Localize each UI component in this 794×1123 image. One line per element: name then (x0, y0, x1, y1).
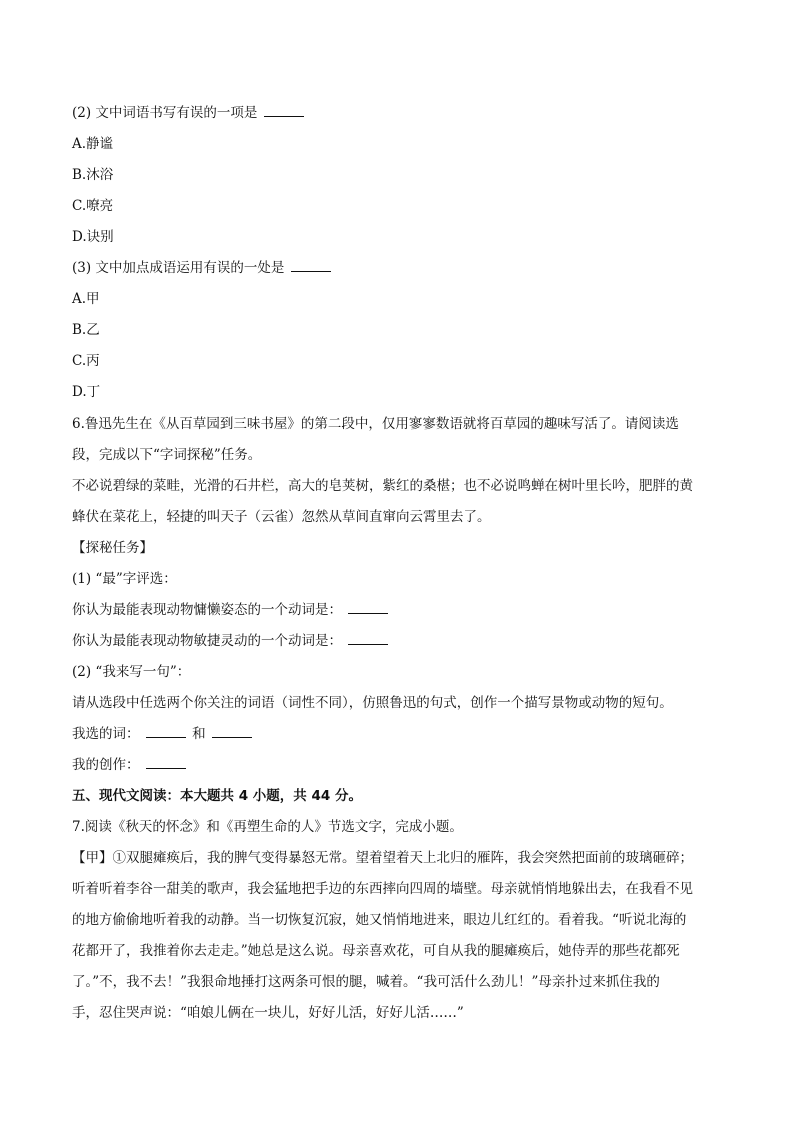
answer-blank[interactable] (348, 632, 388, 645)
answer-blank[interactable] (264, 104, 304, 117)
question-6-task-title: 【探秘任务】 (72, 540, 153, 556)
question-7-stem: 7.阅读《秋天的怀念》和《再塑生命的人》节选文字，完成小题。 (72, 819, 463, 835)
section-5-title: 五、现代文阅读：本大题共 4 小题，共 44 分。 (72, 788, 362, 804)
question-7-passage-line-6: 手，忍住哭声说：“咱娘儿俩在一块儿，好好儿活，好好儿活……” (72, 1005, 464, 1021)
question-7-passage-line-4: 花都开了，我推着你去走走。”她总是这么说。母亲喜欢花，可自从我的腿瘫痪后，她侍弄的那些花都死 (72, 943, 680, 959)
question-6-passage-line-1: 不必说碧绿的菜畦，光滑的石井栏，高大的皂荚树，紫红的桑椹；也不必说鸣蝉在树叶里长吟，肥胖的黄 (72, 478, 693, 494)
question-7-passage-line-2: 听着听着李谷一甜美的歌声，我会猛地把手边的东西摔向四周的墙壁。母亲就悄悄地躲出去，在我看不见 (72, 881, 693, 897)
question-3-option-d: D.丁 (72, 384, 101, 400)
question-2-option-a: A.静谧 (72, 136, 114, 152)
question-3-stem (72, 258, 722, 278)
question-2-stem (72, 103, 722, 123)
question-3-option-b: B.乙 (72, 322, 100, 338)
question-2-option-c: C.嘹亮 (72, 198, 114, 214)
question-6-sub-2: (2) “我来写一句”： (72, 664, 191, 680)
words-and: 和 (192, 726, 206, 742)
answer-blank[interactable] (146, 756, 186, 769)
question-2-option-b: B.沐浴 (72, 167, 114, 183)
question-3-option-c: C.丙 (72, 353, 100, 369)
question-6-sub-1-a (72, 600, 722, 620)
question-2-option-d: D.诀别 (72, 229, 114, 245)
question-6-sub-2-words (72, 724, 722, 744)
question-3-stem-text: (3) 文中加点成语运用有误的一处是 (72, 260, 285, 276)
question-7-passage-line-3: 的地方偷偷地听着我的动静。当一切恢复沉寂，她又悄悄地进来，眼边儿红红的。看着我。“听说北海的 (72, 912, 687, 928)
question-7-passage-line-5: 了。”不，我不去！”我狠命地捶打这两条可恨的腿，喊着。“我可活什么劲儿！”母亲扑过来抓住我的 (72, 974, 660, 990)
question-6-sub-1: (1) “最”字评选： (72, 571, 177, 587)
question-2-stem-text: (2) 文中词语书写有误的一项是 (72, 105, 258, 121)
create-label: 我的创作： (72, 757, 140, 773)
question-6-passage-line-2: 蜂伏在菜花上，轻捷的叫天子（云雀）忽然从草间直窜向云霄里去了。 (72, 509, 491, 525)
question-6-sub-1-b (72, 631, 722, 651)
question-6-sub-1-b-text: 你认为最能表现动物敏捷灵动的一个动词是： (72, 633, 342, 649)
words-label: 我选的词： (72, 726, 140, 742)
question-6-sub-2-requirement: 请从选段中任选两个你关注的词语（词性不同），仿照鲁迅的句式，创作一个描写景物或动物的短句。 (72, 695, 673, 711)
question-6-sub-1-a-text: 你认为最能表现动物慵懒姿态的一个动词是： (72, 602, 342, 618)
question-6-sub-2-create (72, 755, 722, 775)
answer-blank[interactable] (291, 259, 331, 272)
question-3-option-a: A.甲 (72, 291, 100, 307)
question-6-stem-line-1: 6.鲁迅先生在《从百草园到三味书屋》的第二段中，仅用寥寥数语就将百草园的趣味写活了。请阅读选 (72, 416, 679, 432)
answer-blank[interactable] (212, 725, 252, 738)
question-7-passage-line-1: 【甲】①双腿瘫痪后，我的脾气变得暴怒无常。望着望着天上北归的雁阵，我会突然把面前的玻璃砸碎； (72, 850, 693, 866)
question-6-stem-line-2: 段，完成以下“字词探秘”任务。 (72, 447, 262, 463)
answer-blank[interactable] (348, 601, 388, 614)
answer-blank[interactable] (146, 725, 186, 738)
